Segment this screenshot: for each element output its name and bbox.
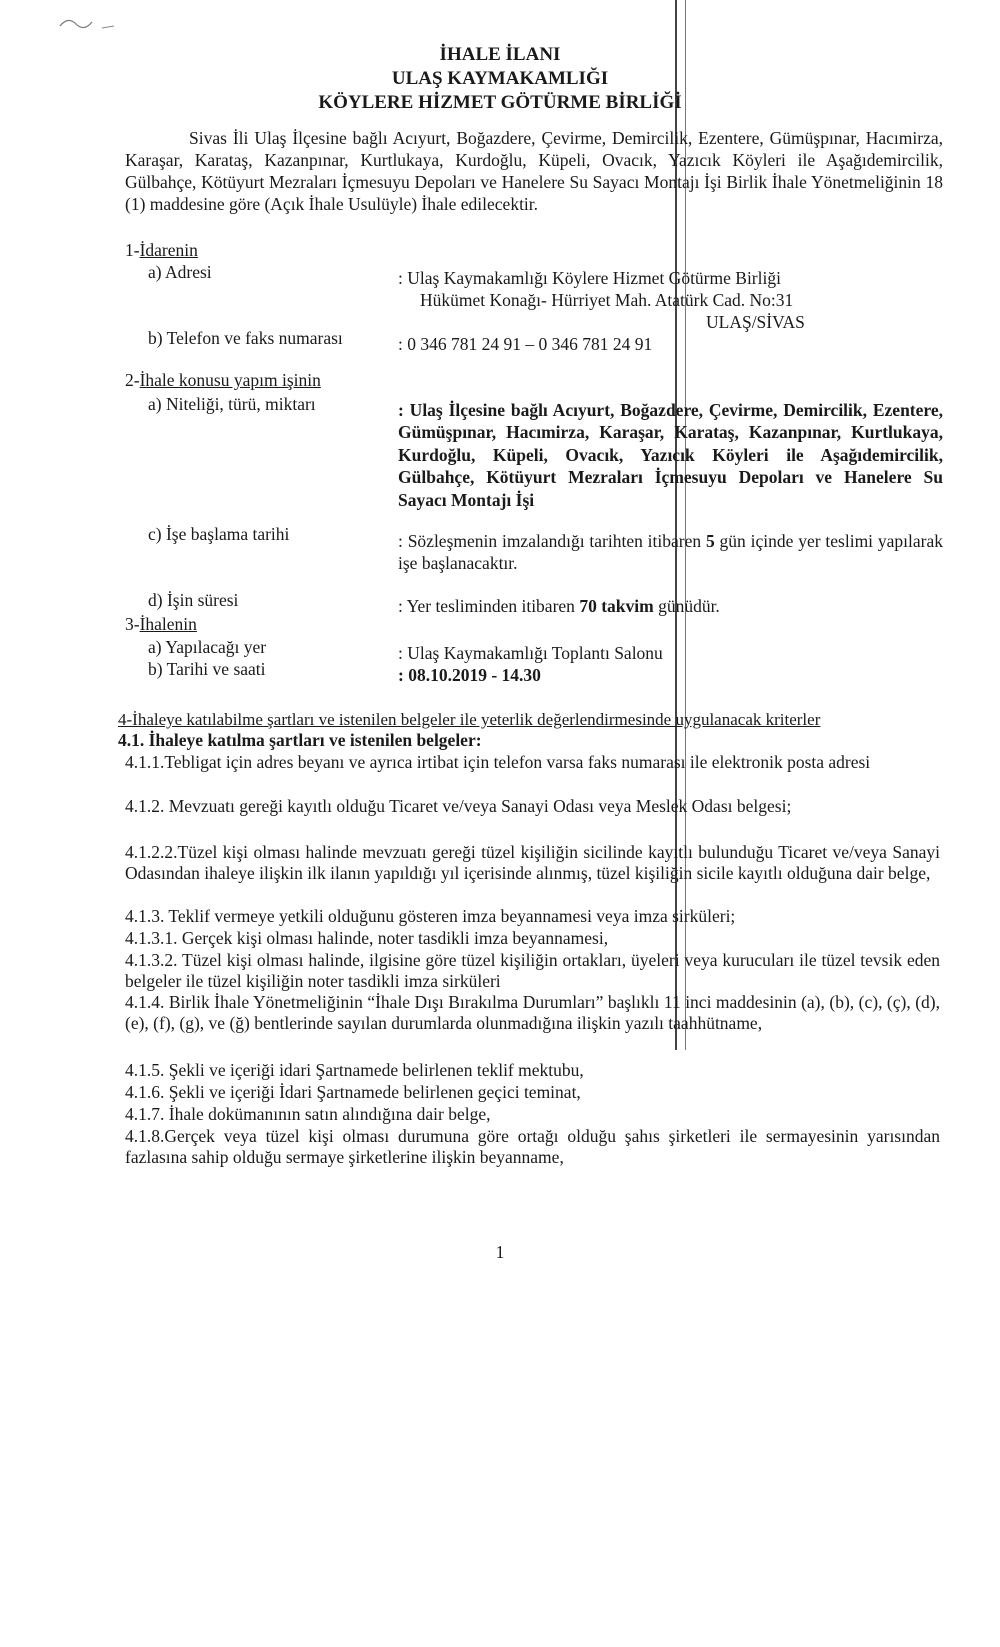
criterion-item: 4.1.7. İhale dokümanının satın alındığına dair belge,: [125, 1104, 491, 1124]
date-value: : 08.10.2019 - 14.30: [398, 665, 541, 685]
place-value: : Ulaş Kaymakamlığı Toplantı Salonu: [398, 643, 663, 663]
section1-prefix: 1-: [125, 240, 140, 260]
criterion-item: 4.1.3.2. Tüzel kişi olması halinde, ilgisine göre tüzel kişiliğin ortakları, üyeleri veya kurucuları ile tüzel tevsik eden belgeler ile tüzel kişiliğin noter tasdikli imza sirküleri: [125, 950, 940, 991]
start-days: 5: [705, 531, 715, 551]
phone-value: : 0 346 781 24 91 – 0 346 781 24 91: [398, 334, 653, 354]
criterion-item: 4.1.3. Teklif vermeye yetkili olduğunu gösteren imza beyannamesi veya imza sirküleri;: [125, 906, 736, 926]
start-label: c) İşe başlama tarihi: [148, 524, 290, 544]
section2-title: İhale konusu yapım işinin: [139, 370, 321, 390]
intro-paragraph: Sivas İli Ulaş İlçesine bağlı Acıyurt, Boğazdere, Çevirme, Demircilik, Ezentere, Gümüşpınar, Hacımirza, Karaşar, Karataş, Kazanpınar, Kurtlukaya, Kurdoğlu, Küpeli, Ovacık, Yazıcık Köyleri ile Aşağıdemircilik, Gülbahçe, Kötüyurt Mezraları İçmesuyu Depoları ve Hanelere Su Sayacı Montajı İşi Birlik İhale Yönetmeliğinin 18 (1) maddesine göre (Açık İhale Usulüyle) İhale edilecektir.: [125, 128, 943, 214]
page-number: 1: [495, 1242, 505, 1262]
criterion-item: 4.1.2.2.Tüzel kişi olması halinde mevzuatı gereği tüzel kişiliğin sicilinde kayıtlı bulunduğu Ticaret ve/veya Sanayi Odasından ihaleye ilişkin ilk ilanın yapıldığı yıl içerisinde alınmış, tüzel kişiliğin sicile kayıtlı olduğuna dair belge,: [125, 842, 940, 883]
section4-subtitle: 4.1. İhaleye katılma şartları ve istenilen belgeler:: [118, 730, 482, 750]
duration-text-pre: : Yer tesliminden itibaren: [398, 596, 580, 616]
pen-scribble-mark: [58, 12, 128, 32]
address-line3: ULAŞ/SİVAS: [706, 312, 805, 332]
criterion-item: 4.1.2. Mevzuatı gereği kayıtlı olduğu Ticaret ve/veya Sanayi Odası veya Meslek Odası belgesi;: [125, 796, 792, 816]
address-line2: Hükümet Konağı- Hürriyet Mah. Atatürk Cad. No:31: [420, 290, 794, 310]
notice-title: İHALE İLANI: [439, 44, 561, 65]
nature-label: a) Niteliği, türü, miktarı: [148, 394, 316, 414]
criterion-item: 4.1.4. Birlik İhale Yönetmeliğinin “İhale Dışı Bırakılma Durumları” başlıklı 11 inci maddesinin (a), (b), (c), (ç), (d), (e), (f), (g), ve (ğ) bentlerinde sayılan durumlarda olunmadığına ilişkin yazılı taahhütname,: [125, 992, 940, 1033]
address-label: a) Adresi: [148, 262, 212, 282]
duration-days: 70 takvim: [579, 596, 654, 616]
date-label: b) Tarihi ve saati: [148, 659, 266, 679]
duration-value: [398, 596, 720, 617]
section3-prefix: 3-: [125, 614, 140, 634]
section3-title: İhalenin: [139, 614, 197, 634]
criterion-item: 4.1.5. Şekli ve içeriği idari Şartnamede belirlenen teklif mektubu,: [125, 1060, 584, 1080]
criterion-item: 4.1.3.1. Gerçek kişi olması halinde, noter tasdikli imza beyannamesi,: [125, 928, 609, 948]
start-text-pre: : Sözleşmenin imzalandığı tarihten itibaren: [398, 531, 706, 551]
duration-text-post: günüdür.: [653, 596, 720, 616]
authority-name: ULAŞ KAYMAKAMLIĞI: [391, 68, 609, 89]
section2-heading: [125, 370, 321, 391]
duration-label: d) İşin süresi: [148, 590, 239, 610]
start-text-post: gün içinde yer teslimi yapılarak işe başlanacaktır.: [398, 531, 943, 574]
criterion-item: 4.1.6. Şekli ve içeriği İdari Şartnamede belirlenen geçici teminat,: [125, 1082, 581, 1102]
start-value: [398, 530, 943, 575]
place-label: a) Yapılacağı yer: [148, 637, 267, 657]
section3-heading: [125, 614, 197, 635]
union-name: KÖYLERE HİZMET GÖTÜRME BİRLİĞİ: [318, 92, 682, 113]
phone-label: b) Telefon ve faks numarası: [148, 328, 343, 348]
nature-value: : Ulaş İlçesine bağlı Acıyurt, Boğazdere, Çevirme, Demircilik, Ezentere, Gümüşpınar, Hacımirza, Karaşar, Karataş, Kazanpınar, Kurtlukaya, Kurdoğlu, Küpeli, Ovacık, Yazıcık Köyleri ile Aşağıdemircilik, Gülbahçe, Kötüyurt Mezraları İçmesuyu Depoları ve Hanelere Su Sayacı Montajı İşi: [398, 400, 943, 510]
section2-prefix: 2-: [125, 370, 140, 390]
criterion-item: 4.1.1.Tebligat için adres beyanı ve ayrıca irtibat için telefon varsa faks numarası ile elektronik posta adresi: [125, 752, 871, 772]
section1-heading: [125, 240, 198, 261]
section1-title: İdarenin: [139, 240, 198, 260]
section4-title: 4-İhaleye katılabilme şartları ve istenilen belgeler ile yeterlik değerlendirmesinde uygulanacak kriterler: [118, 710, 821, 729]
address-line1: : Ulaş Kaymakamlığı Köylere Hizmet Götürme Birliği: [398, 268, 781, 288]
criterion-item: 4.1.8.Gerçek veya tüzel kişi olması durumuna göre ortağı olduğu şahıs şirketleri ile sermayesinin yarısından fazlasına sahip olduğu sermaye şirketlerine ilişkin beyanname,: [125, 1126, 940, 1167]
